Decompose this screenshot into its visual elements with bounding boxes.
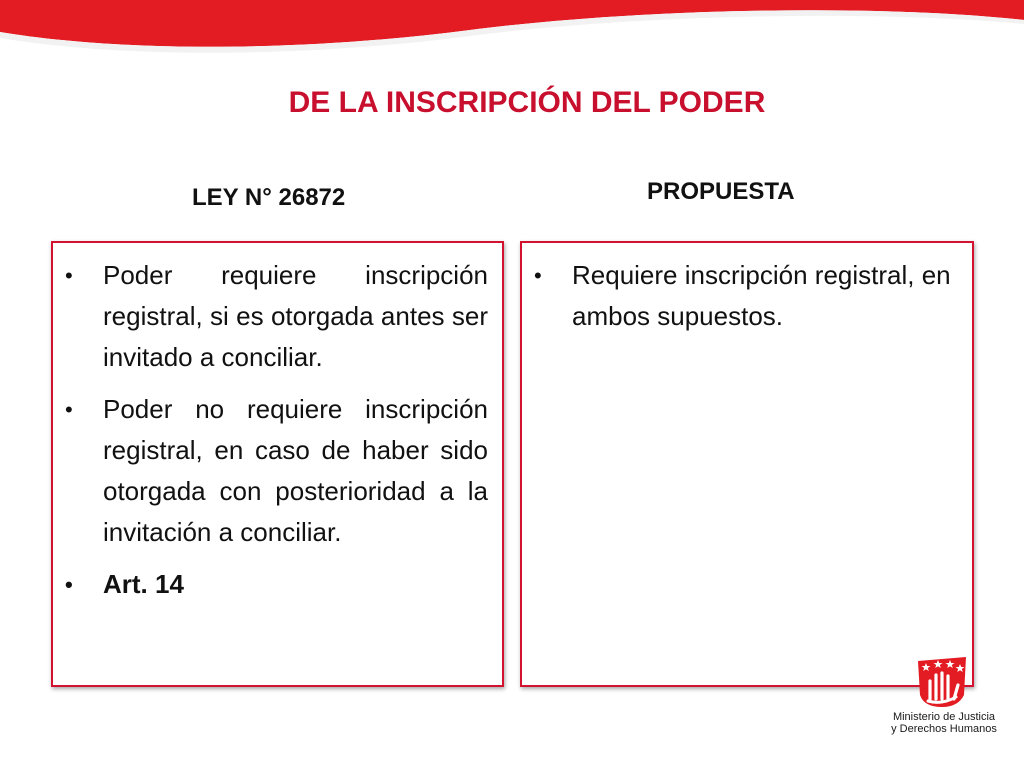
list-item [65, 564, 488, 605]
slide-title: DE LA INSCRIPCIÓN DEL PODER [288, 86, 766, 119]
right-bullet-list [534, 255, 952, 337]
list-item-text: Requiere inscripción registral, en ambos supuestos. [572, 260, 951, 331]
list-item [65, 389, 488, 553]
list-item-text: Poder no requiere inscripción registral, en caso de haber sido otorgada con posterioridad a la invitación a conciliar. [103, 394, 488, 547]
bullet-icon: • [534, 263, 542, 288]
hand-with-stars-icon [914, 655, 970, 709]
right-column-heading: PROPUESTA [647, 178, 795, 205]
list-item-text: Poder requiere inscripción registral, si es otorgada antes ser invitado a conciliar. [103, 260, 488, 372]
list-item [65, 255, 488, 378]
list-item [534, 255, 952, 337]
logo-text-line2: y Derechos Humanos [891, 723, 997, 735]
logo-text [884, 711, 1004, 735]
left-column-box [51, 241, 504, 687]
left-bullet-list [65, 255, 488, 605]
bullet-icon: • [65, 397, 73, 422]
bullet-icon: • [65, 263, 73, 288]
right-column-box [520, 241, 974, 687]
list-item-text: Art. 14 [103, 569, 184, 599]
left-column-heading: LEY N° 26872 [192, 184, 346, 211]
ministry-logo [884, 655, 1004, 745]
bullet-icon: • [65, 572, 73, 597]
logo-text-line1: Ministerio de Justicia [892, 711, 996, 723]
header-banner [0, 0, 1024, 70]
